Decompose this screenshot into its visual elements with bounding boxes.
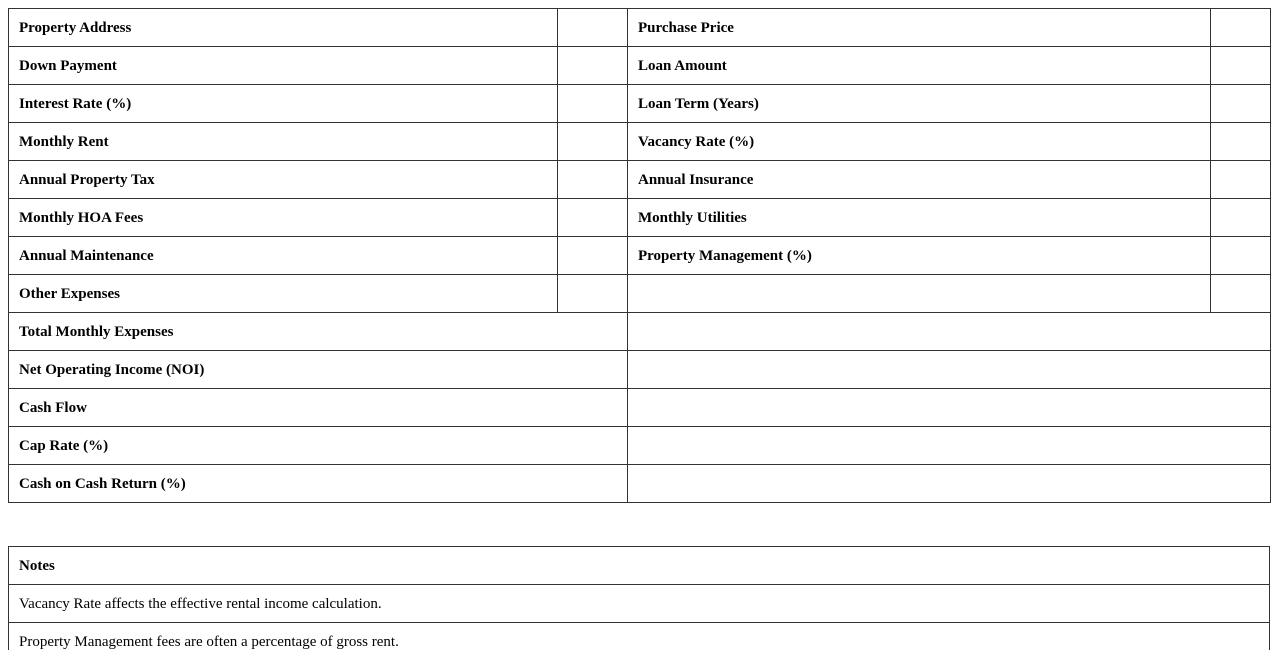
down-payment-cell[interactable] — [558, 47, 628, 85]
notes-header-row — [9, 547, 1270, 585]
property-management-cell[interactable] — [1211, 237, 1271, 275]
annual-insurance-label: Annual Insurance — [628, 161, 1211, 199]
result-row — [9, 427, 1271, 465]
cash-on-cash-return-value — [628, 465, 1271, 503]
note-item: Property Management fees are often a percentage of gross rent. — [9, 623, 1270, 650]
purchase-price-input[interactable] — [1211, 10, 1270, 46]
monthly-hoa-fees-input[interactable] — [558, 200, 627, 236]
empty-value-input[interactable] — [1211, 276, 1270, 312]
property-management-input[interactable] — [1211, 238, 1270, 274]
annual-insurance-input[interactable] — [1211, 162, 1270, 198]
property-address-label: Property Address — [9, 9, 558, 47]
annual-maintenance-input[interactable] — [558, 238, 627, 274]
monthly-rent-input[interactable] — [558, 124, 627, 160]
cap-rate-label: Cap Rate (%) — [9, 427, 628, 465]
input-row — [9, 47, 1271, 85]
noi-value — [628, 351, 1271, 389]
monthly-utilities-cell[interactable] — [1211, 199, 1271, 237]
other-expenses-cell[interactable] — [558, 275, 628, 313]
empty-value-cell[interactable] — [1211, 275, 1271, 313]
annual-maintenance-label: Annual Maintenance — [9, 237, 558, 275]
monthly-hoa-fees-cell[interactable] — [558, 199, 628, 237]
loan-amount-input[interactable] — [1211, 48, 1270, 84]
input-row — [9, 161, 1271, 199]
purchase-price-cell[interactable] — [1211, 9, 1271, 47]
annual-property-tax-cell[interactable] — [558, 161, 628, 199]
interest-rate-label: Interest Rate (%) — [9, 85, 558, 123]
cash-flow-value — [628, 389, 1271, 427]
cap-rate-value — [628, 427, 1271, 465]
monthly-rent-cell[interactable] — [558, 123, 628, 161]
loan-amount-cell[interactable] — [1211, 47, 1271, 85]
result-row — [9, 313, 1271, 351]
property-address-cell[interactable] — [558, 9, 628, 47]
input-row — [9, 9, 1271, 47]
note-row — [9, 623, 1270, 650]
cash-on-cash-return-label: Cash on Cash Return (%) — [9, 465, 628, 503]
interest-rate-cell[interactable] — [558, 85, 628, 123]
annual-maintenance-cell[interactable] — [558, 237, 628, 275]
input-row — [9, 199, 1271, 237]
property-address-input[interactable] — [558, 10, 627, 46]
annual-property-tax-input[interactable] — [558, 162, 627, 198]
property-management-label: Property Management (%) — [628, 237, 1211, 275]
input-row — [9, 85, 1271, 123]
noi-label: Net Operating Income (NOI) — [9, 351, 628, 389]
monthly-utilities-label: Monthly Utilities — [628, 199, 1211, 237]
annual-insurance-cell[interactable] — [1211, 161, 1271, 199]
down-payment-input[interactable] — [558, 48, 627, 84]
interest-rate-input[interactable] — [558, 86, 627, 122]
result-row — [9, 351, 1271, 389]
note-row — [9, 585, 1270, 623]
other-expenses-label: Other Expenses — [9, 275, 558, 313]
empty-label-cell — [628, 275, 1211, 313]
notes-heading: Notes — [9, 547, 1270, 585]
total-monthly-expenses-value — [628, 313, 1271, 351]
purchase-price-label: Purchase Price — [628, 9, 1211, 47]
other-expenses-input[interactable] — [558, 276, 627, 312]
monthly-utilities-input[interactable] — [1211, 200, 1270, 236]
input-row — [9, 123, 1271, 161]
result-row — [9, 465, 1271, 503]
vacancy-rate-cell[interactable] — [1211, 123, 1271, 161]
note-item: Vacancy Rate affects the effective rental income calculation. — [9, 585, 1270, 623]
rental-property-calculator-table — [8, 8, 1271, 503]
annual-property-tax-label: Annual Property Tax — [9, 161, 558, 199]
cash-flow-label: Cash Flow — [9, 389, 628, 427]
down-payment-label: Down Payment — [9, 47, 558, 85]
result-row — [9, 389, 1271, 427]
loan-amount-label: Loan Amount — [628, 47, 1211, 85]
loan-term-cell[interactable] — [1211, 85, 1271, 123]
vacancy-rate-input[interactable] — [1211, 124, 1270, 160]
notes-table — [8, 546, 1270, 650]
input-row — [9, 275, 1271, 313]
loan-term-input[interactable] — [1211, 86, 1270, 122]
input-row — [9, 237, 1271, 275]
total-monthly-expenses-label: Total Monthly Expenses — [9, 313, 628, 351]
monthly-rent-label: Monthly Rent — [9, 123, 558, 161]
loan-term-label: Loan Term (Years) — [628, 85, 1211, 123]
monthly-hoa-fees-label: Monthly HOA Fees — [9, 199, 558, 237]
vacancy-rate-label: Vacancy Rate (%) — [628, 123, 1211, 161]
